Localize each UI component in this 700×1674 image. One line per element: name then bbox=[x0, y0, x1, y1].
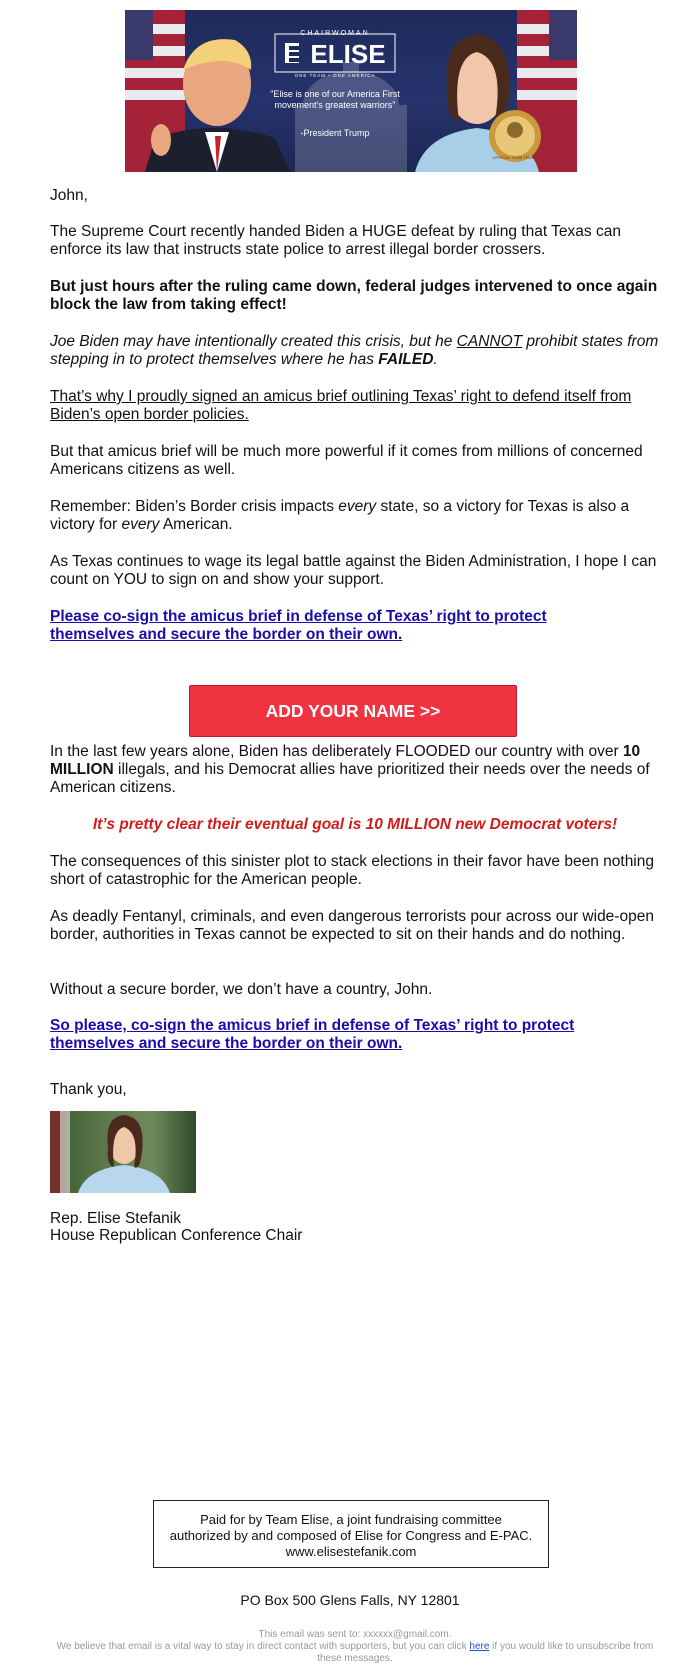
signature-photo-art bbox=[50, 1111, 196, 1193]
banner-quote: "Elise is one of our America First movement's greatest warriors" bbox=[270, 89, 400, 110]
emphasis-cannot: CANNOT bbox=[456, 333, 523, 350]
paragraph-flooded bbox=[50, 743, 660, 797]
unsubscribe-notice bbox=[50, 1641, 660, 1665]
text: if you would like to unsubscribe from these messages. bbox=[317, 1641, 654, 1664]
banner-brand: ELISE bbox=[310, 39, 386, 69]
mailing-address: PO Box 500 Glens Falls, NY 12801 bbox=[240, 1592, 460, 1608]
banner-attribution: -President Trump bbox=[300, 128, 370, 138]
paragraph-biden-failed bbox=[50, 333, 660, 369]
cosign-link-1[interactable]: Please co-sign the amicus brief in defense of Texas’ right to protect themselves and secure the border on their own. bbox=[50, 608, 547, 643]
alert-line: It’s pretty clear their eventual goal is 10 MILLION new Democrat voters! bbox=[92, 816, 618, 833]
emphasis-10-million: 10 MILLION bbox=[50, 743, 641, 778]
text: state, so a victory for Texas is also a victory for bbox=[50, 498, 630, 533]
banner-seal-text: OFFICIAL TEAM TRUMP bbox=[492, 155, 538, 160]
emphasis-failed: FAILED bbox=[378, 351, 434, 368]
text: . bbox=[433, 351, 438, 368]
add-your-name-button[interactable]: ADD YOUR NAME >> bbox=[189, 685, 517, 737]
signature-title: House Republican Conference Chair bbox=[50, 1227, 303, 1244]
text: illegals, and his Democrat allies have prioritized their needs over the needs of American citizens. bbox=[50, 761, 650, 796]
paragraph-amicus-signed: That’s why I proudly signed an amicus brief outlining Texas’ right to defend itself from Biden’s open border policies. bbox=[50, 388, 632, 423]
signature-photo bbox=[50, 1111, 196, 1193]
banner-kicker: CHAIRWOMAN bbox=[300, 30, 370, 37]
paragraph-ruling: The Supreme Court recently handed Biden a HUGE defeat by ruling that Texas can enforce its law that instructs state police to arrest illegal border crossers. bbox=[50, 223, 621, 258]
paragraph-every-state bbox=[50, 498, 660, 534]
emphasis-every: every bbox=[121, 516, 160, 533]
banner-tagline: ONE TEAM • ONE AMERICA bbox=[294, 73, 376, 78]
sent-to-notice: This email was sent to: xxxxxx@gmail.com. bbox=[258, 1629, 452, 1640]
text: American. bbox=[159, 516, 233, 533]
email-body bbox=[50, 0, 660, 1330]
text: Joe Biden may have intentionally created this crisis, but he bbox=[50, 333, 457, 350]
paragraph-consequences: The consequences of this sinister plot to stack elections in their favor have been nothing short of catastrophic for the American people. bbox=[50, 853, 654, 888]
unsubscribe-link[interactable]: here bbox=[469, 1641, 490, 1652]
text: We believe that email is a vital way to stay in direct contact with supporters, but you can click bbox=[56, 1641, 470, 1652]
paragraph-fentanyl: As deadly Fentanyl, criminals, and even dangerous terrorists pour across our wide-open border, authorities in Texas cannot be expected to sit on their hands and do nothing. bbox=[50, 908, 654, 943]
emphasis-every: every bbox=[338, 498, 377, 515]
text: In the last few years alone, Biden has deliberately FLOODED our country with over bbox=[50, 743, 623, 760]
paragraph-judges: But just hours after the ruling came down, federal judges intervened to once again block the law from taking effect! bbox=[50, 278, 658, 313]
signoff: Thank you, bbox=[50, 1081, 127, 1098]
paragraph-secure-border: Without a secure border, we don’t have a country, John. bbox=[50, 981, 433, 998]
cosign-link-2[interactable]: So please, co-sign the amicus brief in defense of Texas’ right to protect themselves and secure the border on their own. bbox=[50, 1017, 575, 1052]
text: Remember: Biden’s Border crisis impacts bbox=[50, 498, 339, 515]
greeting: John, bbox=[50, 187, 88, 204]
signature-name: Rep. Elise Stefanik bbox=[50, 1210, 181, 1227]
text: prohibit states from stepping in to protect themselves where he has bbox=[50, 333, 659, 368]
paragraph-support: As Texas continues to wage its legal battle against the Biden Administration, I hope I can count on YOU to sign on and show your support. bbox=[50, 553, 657, 588]
paid-for-disclaimer: Paid for by Team Elise, a joint fundraising committee authorized by and composed of Elise for Congress and E-PAC. www.elisestefanik.com bbox=[153, 1500, 549, 1568]
paragraph-powerful: But that amicus brief will be much more powerful if it comes from millions of concerned Americans citizens as well. bbox=[50, 443, 643, 478]
